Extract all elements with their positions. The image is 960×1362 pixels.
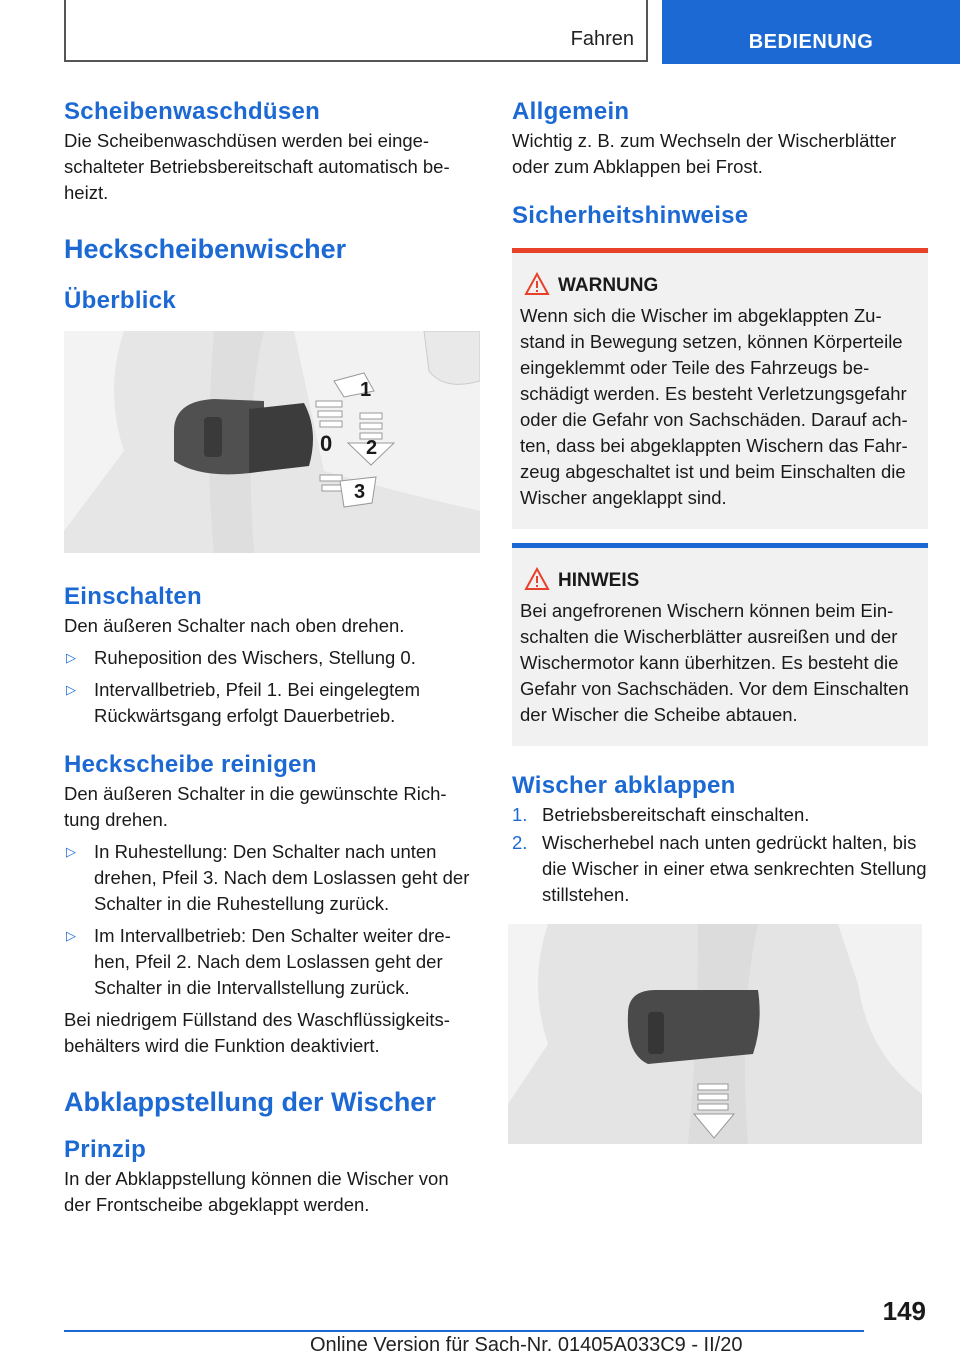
warning-text: Wenn sich die Wischer im abgeklappten Zu-stand in Bewegung setzen, können Körperteile eingeklemmt oder Teile des Fahrzeugs be-schädigt werden. Es besteht Verletzungsgefahr oder die Gefahr von Sachschäden. Darauf ach-ten, dass bei abgeklappten Wischern das Fahr-zeug abgeschaltet ist und beim Einschalten die Wischer angeklappt sind.: [520, 305, 908, 508]
triangle-bullet-icon: ▷: [66, 844, 76, 859]
footer-online-version: Online Version für Sach-Nr. 01405A033C9 - II/20: [310, 1334, 743, 1356]
triangle-bullet-icon: ▷: [66, 650, 76, 665]
heading-heckscheibenwischer: Heckscheibenwischer: [64, 234, 347, 264]
warning-triangle-icon: [524, 567, 550, 597]
heading-wischer-abklappen: Wischer abklappen: [512, 772, 736, 799]
hint-title: HINWEIS: [520, 570, 922, 592]
heading-sicherheitshinweise: Sicherheitshinweise: [512, 202, 749, 229]
hint-box: [512, 543, 928, 746]
figure-label-3: 3: [354, 481, 366, 503]
warning-box: [512, 248, 928, 529]
list-item: ▷ Im Intervallbetrieb: Den Schalter weiter dre-hen, Pfeil 2. Nach dem Loslassen geht der Schalter in die Intervallstellung zurück.: [66, 925, 451, 998]
heading-scheibenwaschduesen: Scheibenwaschdüsen: [64, 98, 321, 125]
list-reinigen: [64, 839, 480, 1001]
left-column: [64, 98, 480, 1218]
figure-label-1: 1: [360, 379, 372, 401]
warning-triangle-icon: [524, 272, 550, 302]
header-section-tab[interactable]: BEDIENUNG: [662, 0, 960, 64]
figure-label-0: 0: [320, 431, 333, 456]
steps-list: [512, 802, 928, 908]
hint-text: Bei angefrorenen Wischern können beim Ein-schalten die Wischerblätter ausreißen und der Wischermotor kann überhitzen. Es besteht die Gefahr von Sachschäden. Vor dem Einschalten der Wischer die Scheibe abtauen.: [520, 600, 909, 725]
heading-abklappstellung: Abklappstellung der Wischer: [64, 1087, 436, 1117]
heading-einschalten: Einschalten: [64, 583, 203, 610]
heading-prinzip: Prinzip: [64, 1136, 147, 1163]
paragraph-allgemein: Wichtig z. B. zum Wechseln der Wischerblätter oder zum Abklappen bei Frost.: [512, 130, 897, 177]
paragraph-fuellstand: Bei niedrigem Füllstand des Waschflüssigkeits-behälters wird die Funktion deaktiviert.: [64, 1009, 450, 1056]
page-number: 149: [882, 1296, 926, 1326]
paragraph-duesen: Die Scheibenwaschdüsen werden bei einge-schalteter Betriebsbereitschaft automatisch be-heizt.: [64, 130, 450, 203]
header-chapter: Fahren: [570, 28, 634, 50]
heading-heckscheibe-reinigen: Heckscheibe reinigen: [64, 751, 317, 778]
paragraph-prinzip: In der Abklappstellung können die Wischer von der Frontscheibe abgeklappt werden.: [64, 1168, 449, 1215]
paragraph-einschalten: Den äußeren Schalter nach oben drehen.: [64, 615, 405, 636]
list-item: 2. Wischerhebel nach unten gedrückt halten, bis die Wischer in einer etwa senkrechten Stellung stillstehen.: [512, 832, 927, 905]
list-item: 1. Betriebsbereitschaft einschalten.: [512, 804, 810, 825]
list-einschalten: [64, 645, 480, 729]
wiper-lever-illustration: [508, 924, 922, 1144]
right-column: [512, 98, 928, 1144]
rear-wiper-switch-illustration: [64, 331, 480, 553]
figure-wiper-lever-down: [508, 924, 922, 1144]
triangle-bullet-icon: ▷: [66, 928, 76, 943]
warning-title: WARNUNG: [520, 275, 922, 297]
heading-ueberblick: Überblick: [64, 287, 177, 314]
list-item: ▷ In Ruhestellung: Den Schalter nach unten drehen, Pfeil 3. Nach dem Loslassen geht der Schalter in die Ruhestellung zurück.: [66, 841, 470, 914]
paragraph-reinigen: Den äußeren Schalter in die gewünschte Rich-tung drehen.: [64, 783, 447, 830]
figure-rear-wiper-switch: [64, 331, 480, 553]
list-item: ▷ Ruheposition des Wischers, Stellung 0.: [64, 645, 480, 671]
list-item: ▷ Intervallbetrieb, Pfeil 1. Bei eingelegtem Rückwärtsgang erfolgt Dauerbetrieb.: [66, 679, 420, 726]
figure-label-2: 2: [366, 437, 378, 459]
heading-allgemein: Allgemein: [512, 98, 630, 125]
triangle-bullet-icon: ▷: [66, 682, 76, 697]
footer-rule: [64, 1330, 864, 1332]
